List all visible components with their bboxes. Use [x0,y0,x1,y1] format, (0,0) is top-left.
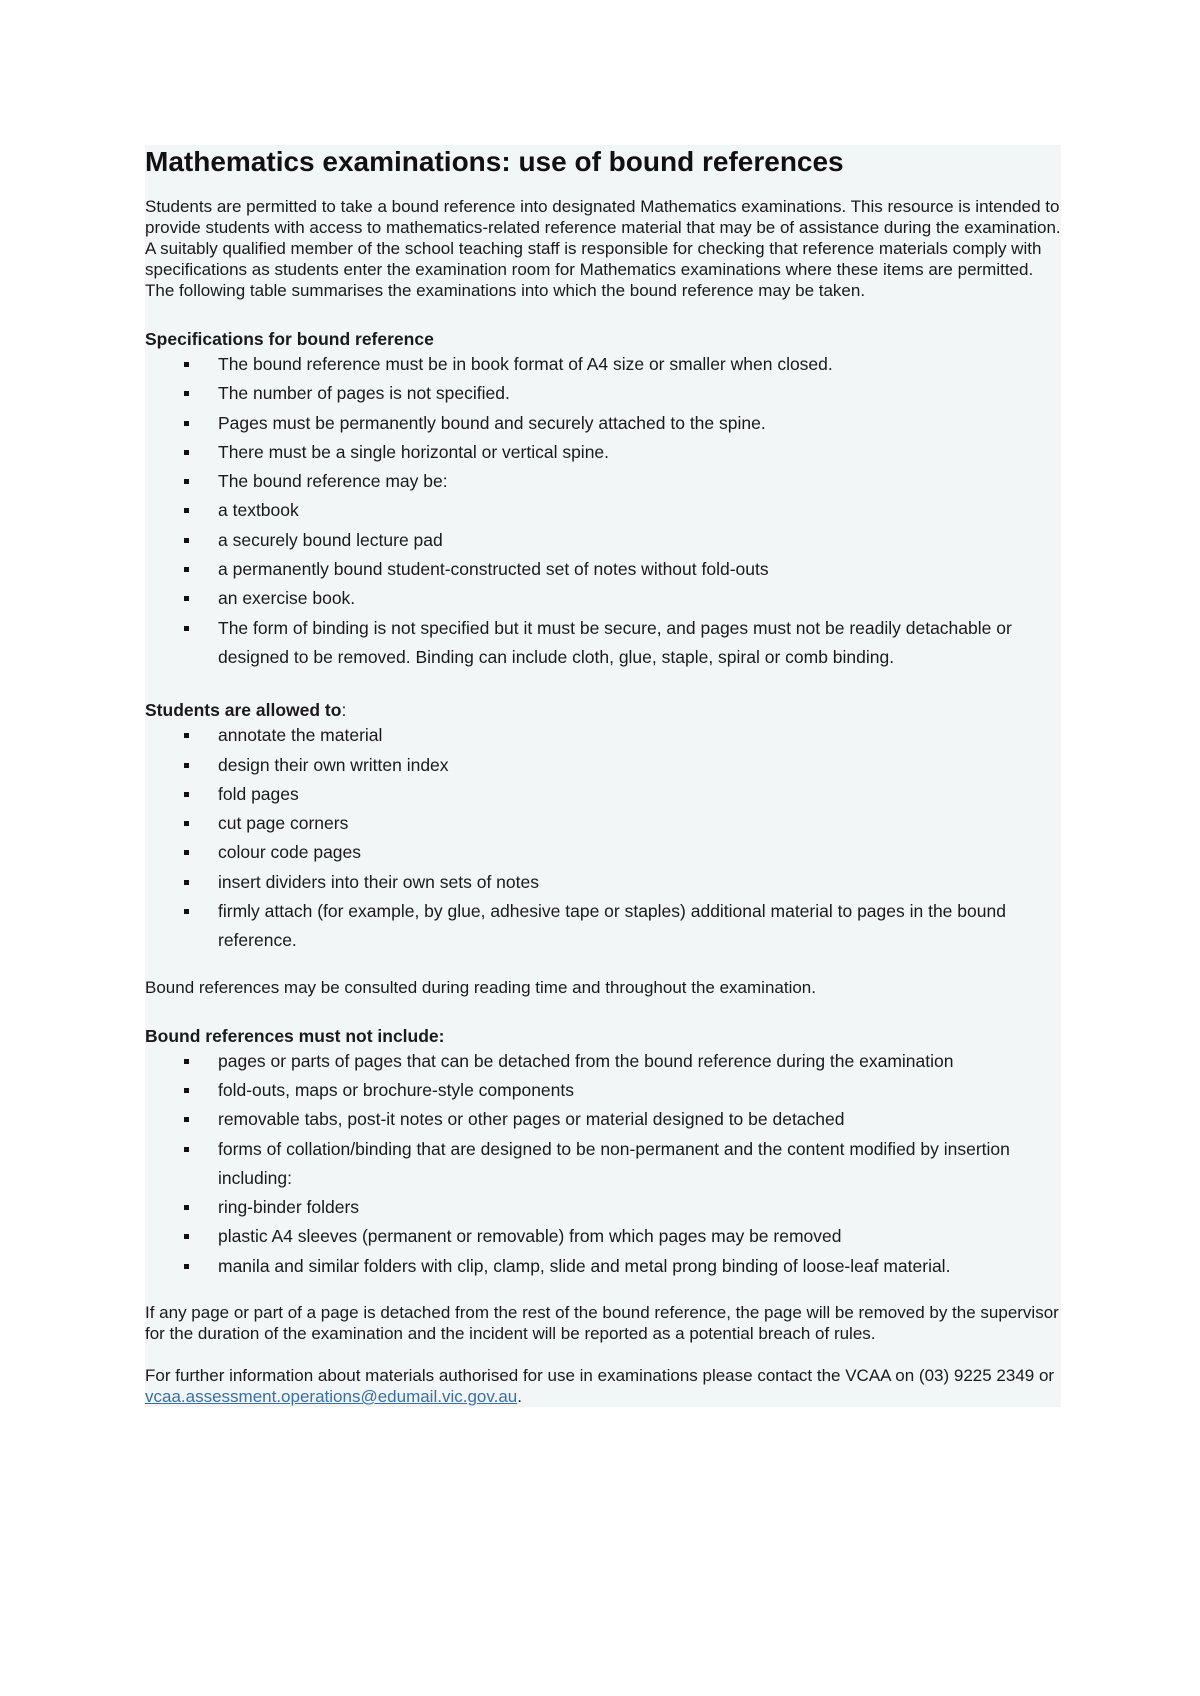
document-page [145,145,1061,1407]
detached-note: If any page or part of a page is detached from the rest of the bound reference, the page will be removed by the supervisor for the duration of the examination and the incident will be reported as a potential breach of rules. [145,1303,1059,1344]
square-bullet-icon [184,792,189,797]
square-bullet-icon [184,508,189,513]
not-include-list [145,1047,1061,1281]
square-bullet-icon [184,880,189,885]
allowed-list [145,721,1061,955]
square-bullet-icon [184,1264,189,1269]
intro-paragraph: Students are permitted to take a bound reference into designated Mathematics examinations. This resource is intended to provide students with access to mathematics-related reference material that may be of assistance during the examination. A suitably qualified member of the school teaching staff is responsible for checking that reference materials comply with specifications as students enter the examination room for Mathematics examinations where these items are permitted. The following table summarises the examinations into which the bound reference may be taken. [145,197,1061,300]
not-include-heading: Bound references must not include: [145,1025,445,1046]
square-bullet-icon [184,763,189,768]
list-item: fold-outs, maps or brochure-style components [145,1076,1061,1105]
square-bullet-icon [184,626,189,631]
square-bullet-icon [184,733,189,738]
list-item: design their own written index [145,751,1061,780]
list-item: The form of binding is not specified but it must be secure, and pages must not be readily detachable or designed to be removed. Binding can include cloth, glue, staple, spiral or comb binding. [145,614,1061,673]
square-bullet-icon [184,391,189,396]
list-item: plastic A4 sleeves (permanent or removable) from which pages may be removed [145,1222,1061,1251]
consult-note: Bound references may be consulted during reading time and throughout the examination. [145,977,816,997]
square-bullet-icon [184,596,189,601]
list-item: insert dividers into their own sets of notes [145,868,1061,897]
list-item: annotate the material [145,721,1061,750]
list-item: ring-binder folders [145,1193,1061,1222]
list-item: pages or parts of pages that can be detached from the bound reference during the examination [145,1047,1061,1076]
list-item: cut page corners [145,809,1061,838]
page-title: Mathematics examinations: use of bound references [145,146,844,177]
list-item: a textbook [145,496,1061,525]
allowed-heading: Students are allowed to: [145,700,347,721]
square-bullet-icon [184,1088,189,1093]
specifications-list [145,350,1061,672]
list-item: fold pages [145,780,1061,809]
list-item: removable tabs, post-it notes or other pages or material designed to be detached [145,1105,1061,1134]
specifications-heading: Specifications for bound reference [145,329,434,349]
square-bullet-icon [184,538,189,543]
square-bullet-icon [184,909,189,914]
square-bullet-icon [184,479,189,484]
square-bullet-icon [184,567,189,572]
list-item: an exercise book. [145,584,1061,613]
contact-email-link[interactable]: vcaa.assessment.operations@edumail.vic.gov.au [145,1387,518,1407]
square-bullet-icon [184,1147,189,1152]
list-item: a permanently bound student-constructed set of notes without fold-outs [145,555,1061,584]
list-item: The number of pages is not specified. [145,379,1061,408]
square-bullet-icon [184,821,189,826]
list-item: Pages must be permanently bound and securely attached to the spine. [145,409,1061,438]
list-item: firmly attach (for example, by glue, adhesive tape or staples) additional material to pages in the bound reference. [145,897,1061,956]
list-item: There must be a single horizontal or vertical spine. [145,438,1061,467]
list-item: The bound reference may be: [145,467,1061,496]
list-item: manila and similar folders with clip, clamp, slide and metal prong binding of loose-leaf material. [145,1252,1061,1281]
square-bullet-icon [184,1205,189,1210]
square-bullet-icon [184,1234,189,1239]
list-item: The bound reference must be in book format of A4 size or smaller when closed. [145,350,1061,379]
square-bullet-icon [184,421,189,426]
list-item: colour code pages [145,838,1061,867]
square-bullet-icon [184,1117,189,1122]
contact-paragraph: For further information about materials authorised for use in examinations please contact the VCAA on (03) 9225 2349 or vcaa.assessment.operations@edumail.vic.gov.au. [145,1366,1055,1407]
list-item: forms of collation/binding that are designed to be non-permanent and the content modified by insertion including: [145,1135,1061,1194]
square-bullet-icon [184,450,189,455]
square-bullet-icon [184,362,189,367]
list-item: a securely bound lecture pad [145,526,1061,555]
square-bullet-icon [184,850,189,855]
square-bullet-icon [184,1059,189,1064]
